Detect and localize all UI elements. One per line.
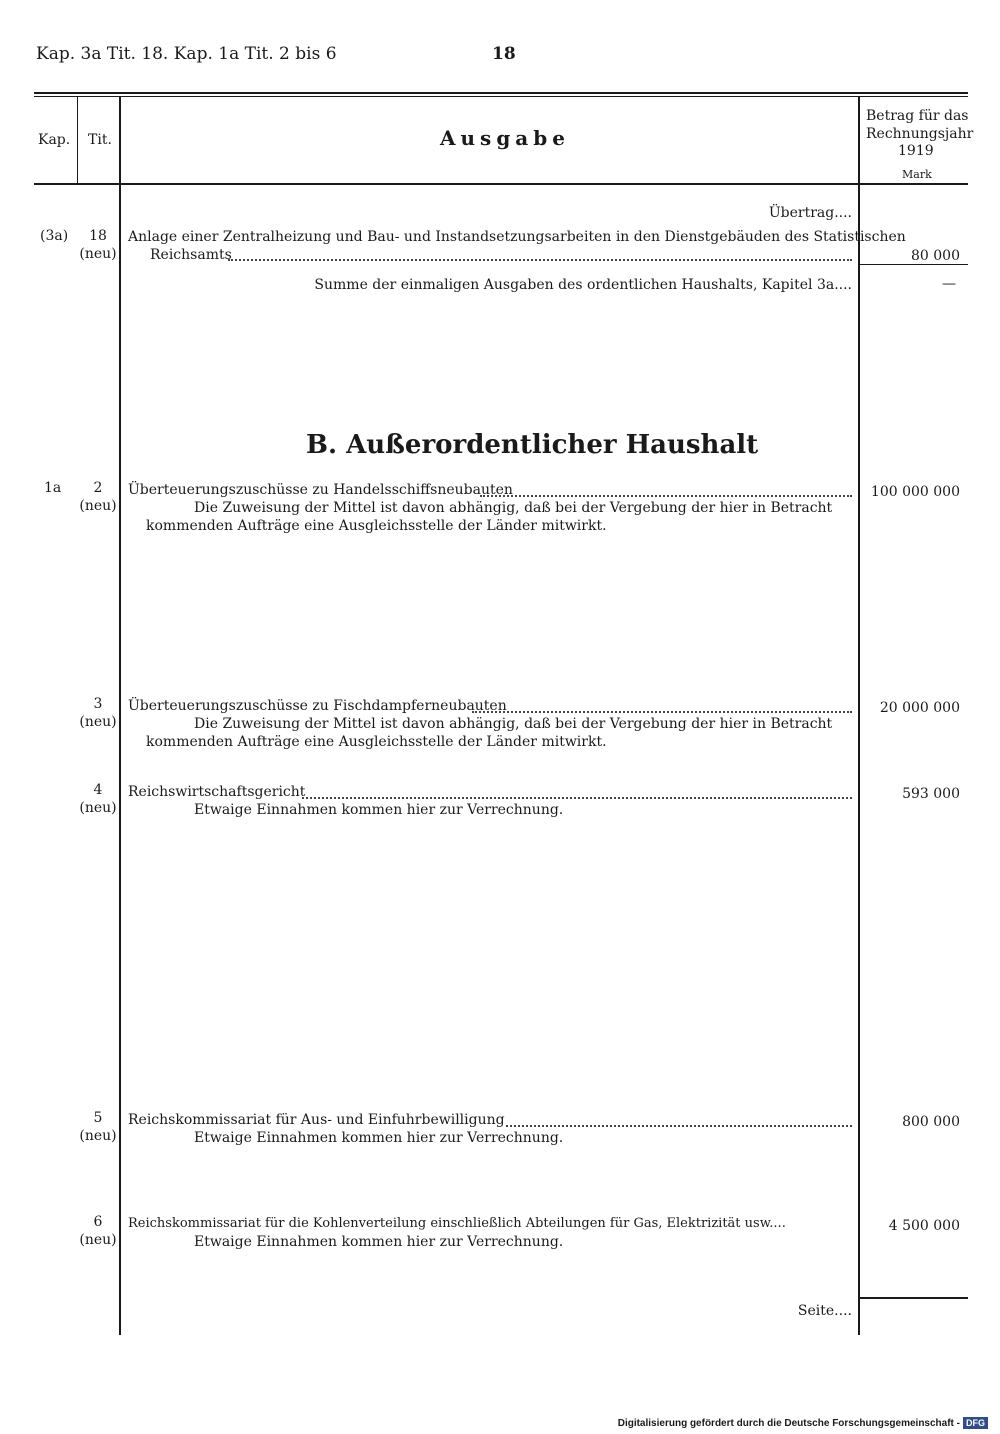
tit-3-note-2: kommenden Aufträge eine Ausgleichsstelle der Länder mitwirkt. [146, 734, 607, 750]
row-text-line2: Reichsamts [150, 247, 232, 263]
tit-3-amount: 20 000 000 [879, 700, 960, 716]
header-betrag-1: Betrag für das [866, 108, 969, 124]
row-tit: 18 [89, 228, 107, 244]
header-betrag-year: 1919 [898, 143, 934, 159]
summe-amount: — [942, 276, 956, 292]
tit-3-title: Überteuerungszuschüsse zu Fischdampferneubauten [128, 698, 507, 714]
header-ausgabe: Ausgabe [440, 126, 570, 150]
tit-4-amount: 593 000 [902, 786, 960, 802]
tit-3-note: (neu) [79, 714, 117, 730]
tit-2-note-1: Die Zuweisung der Mittel ist davon abhängig, daß bei der Vergebung der hier in Betracht [194, 500, 833, 516]
tit-4-note: (neu) [79, 800, 117, 816]
tit-2-note-2: kommenden Aufträge eine Ausgleichsstelle der Länder mitwirkt. [146, 518, 607, 534]
tit-5-title: Reichskommissariat für Aus- und Einfuhrbewilligung [128, 1112, 505, 1128]
col-divider-kap [77, 97, 78, 185]
tit-4-title: Reichswirtschaftsgericht [128, 784, 306, 800]
header-kap: Kap. [38, 132, 71, 148]
seite-rule [860, 1297, 968, 1299]
row-tit-note: (neu) [79, 246, 117, 262]
row-amount: 80 000 [911, 248, 960, 264]
row-kap: (3a) [40, 228, 69, 244]
header-betrag-unit: Mark [902, 168, 932, 181]
tit-6-note-1: Etwaige Einnahmen kommen hier zur Verrechnung. [194, 1234, 564, 1250]
tit-5-note: (neu) [79, 1128, 117, 1144]
tit-2: 2 [93, 480, 103, 496]
header-betrag-2: Rechnungsjahr [866, 126, 974, 142]
tit-5-note-1: Etwaige Einnahmen kommen hier zur Verrechnung. [194, 1130, 564, 1146]
uebertrag-label: Übertrag.... [768, 205, 852, 221]
dfg-logo: DFG [963, 1417, 988, 1429]
tit-5: 5 [93, 1110, 103, 1126]
tit-6: 6 [93, 1214, 103, 1230]
col-divider-amount [858, 97, 860, 1335]
tit-3-note-1: Die Zuweisung der Mittel ist davon abhängig, daß bei der Vergebung der hier in Betracht [194, 716, 833, 732]
tit-6-title: Reichskommissariat für die Kohlenverteilung einschließlich Abteilungen für Gas, Elektrizität usw.... [128, 1216, 786, 1231]
tit-5-amount: 800 000 [902, 1114, 960, 1130]
tit-3-leader-dots [472, 711, 852, 713]
tit-2-leader-dots [480, 495, 852, 497]
tit-4-note-1: Etwaige Einnahmen kommen hier zur Verrechnung. [194, 802, 564, 818]
seite-label: Seite.... [797, 1303, 852, 1319]
header-bottom-rule [34, 183, 968, 185]
tit-3: 3 [93, 696, 103, 712]
tit-6-amount: 4 500 000 [888, 1218, 960, 1234]
tit-2-title: Überteuerungszuschüsse zu Handelsschiffsneubauten [128, 482, 513, 498]
tit-2-note: (neu) [79, 498, 117, 514]
top-rule-thin [34, 96, 968, 97]
row-leader-dots [228, 259, 852, 261]
tit-6-note: (neu) [79, 1232, 117, 1248]
section-title: B. Außerordentlicher Haushalt [306, 430, 759, 460]
header-tit: Tit. [88, 132, 112, 148]
tit-4-leader-dots [302, 797, 852, 799]
section-kap: 1a [44, 480, 62, 496]
tit-5-leader-dots [506, 1125, 852, 1127]
tit-2-amount: 100 000 000 [870, 484, 960, 500]
page-number: 18 [492, 44, 516, 64]
running-head: Kap. 3a Tit. 18. Kap. 1a Tit. 2 bis 6 [36, 44, 337, 64]
amount-subline [860, 264, 968, 265]
top-rule [34, 92, 968, 94]
digitization-credit-text: Digitalisierung gefördert durch die Deutsche Forschungsgemeinschaft - [617, 1418, 960, 1429]
summe-text: Summe der einmaligen Ausgaben des ordentlichen Haushalts, Kapitel 3a.... [314, 277, 852, 293]
digitization-credit [618, 1417, 988, 1429]
row-text-line1: Anlage einer Zentralheizung und Bau- und Instandsetzungsarbeiten in den Dienstgebäuden des Statistischen [128, 229, 906, 245]
tit-4: 4 [93, 782, 103, 798]
